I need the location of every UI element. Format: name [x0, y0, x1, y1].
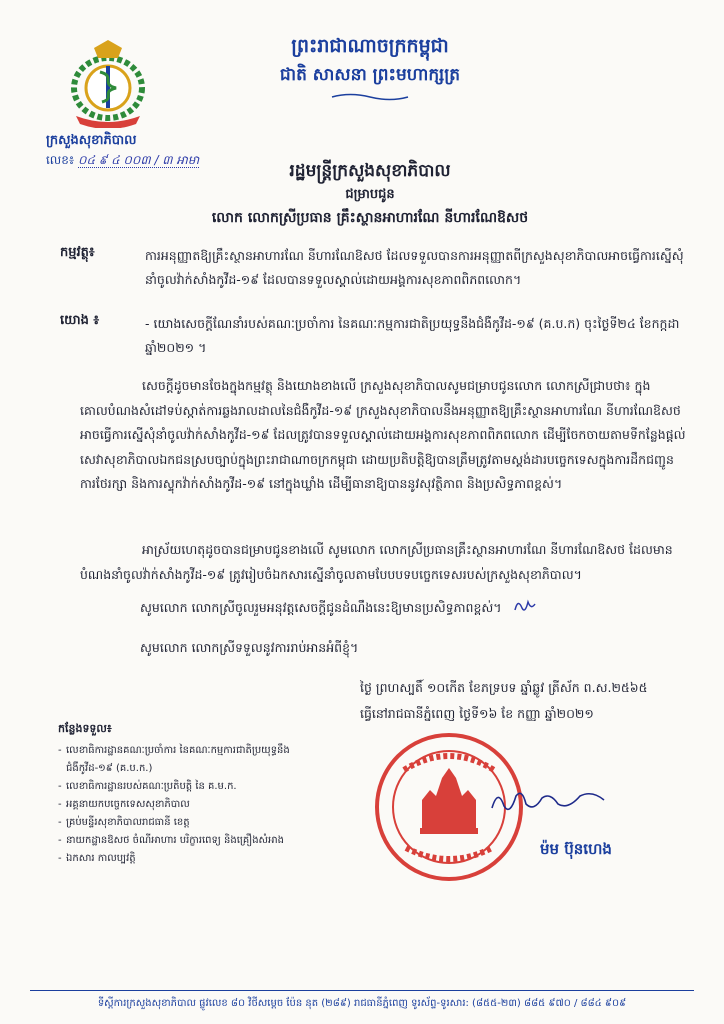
list-item: - នាយកដ្ឋានឱសថ ចំណីអាហារ បរិក្ខារពេទ្យ និងគ្រឿងសំអាង: [58, 832, 328, 850]
body-paragraph-2: អាស្រ័យហេតុដូចបានជម្រាបជូនខាងលើ សូមលោក លោកស្រីប្រធានគ្រឹះស្ថានអាហារណែ នីហារណែឱសថ ដែលមានបំណងនាំចូលវ៉ាក់សាំងកូវីដ-១៩ ត្រូវរៀបចំឯកសារស្នើនាំចូលតាមបែបបទបច្ចេកទេសរបស់ក្រសួងសុខាភិបាល។: [80, 542, 673, 582]
list-item: - លេខាធិការដ្ឋានរបស់គណៈប្រតិបត្តិ នៃ គ.ម.ក.: [58, 778, 328, 796]
signature: [488, 782, 608, 820]
closing-regards: សូមលោក លោកស្រីទទួលនូវការរាប់អានអំពីខ្ញុំ។: [140, 640, 359, 655]
footer-address: ទីស្តីការក្រសួងសុខាភិបាល ផ្លូវលេខ ៨០ វិថីសម្តេច ប៉ែន នុត (២៨៩) រាជធានីភ្នំពេញ ទូរស័ព្ទ-ទូរសារ: (៨៥៥-២៣) ៨៨៥ ៩៧០ / ៨៨៤ ៩០៩: [97, 998, 627, 1009]
recipients-heading: កន្លែងទទួល៖: [58, 722, 112, 735]
reference-number: ០៤ ៩ ៤ ០០៣ / ៣ អាមា: [77, 153, 200, 167]
reference-prefix: លេខ៖: [46, 153, 75, 167]
reference-text: - យោងសេចក្តីណែនាំរបស់គណៈប្រចាំការ នៃគណៈកម្មការជាតិប្រយុទ្ធនឹងជំងឺកូវីដ-១៩ (គ.ប.ក) ចុះថ្ងៃទី២៤ ខែកក្កដា ឆ្នាំ២០២១ ។: [145, 316, 680, 355]
signer-name: ម៉ម ប៊ុនហេង: [540, 840, 612, 858]
list-item: - គ្រប់មន្ទីរសុខាភិបាលរាជធានី ខេត្ត: [58, 814, 328, 832]
letter-title: រដ្ឋមន្ត្រីក្រសួងសុខាភិបាល: [289, 161, 451, 181]
ornament-divider-icon: [330, 92, 410, 102]
subject-label: កម្មវត្ថុ៖: [60, 245, 95, 260]
list-item: - អគ្គនាយកបច្ចេកទេសសុខាភិបាល: [58, 796, 328, 814]
addressee-intro: ជម្រាបជូន: [345, 187, 395, 202]
closing-request: សូមលោក លោកស្រីចូលរួមអនុវត្តសេចក្តីជូនដំណឹងនេះឱ្យមានប្រសិទ្ធភាពខ្ពស់។: [140, 600, 502, 615]
handwritten-initials: [512, 596, 538, 616]
subject-text: ការអនុញ្ញាតឱ្យគ្រឹះស្ថានអាហារណែ នីហារណែឱសថ ដែលទទួលបានការអនុញ្ញាតពីក្រសួងសុខាភិបាលអាចធ្វើការស្នើសុំនាំចូលវ៉ាក់សាំងកូវីដ-១៩ ដែលបានទទួលស្គាល់ដោយអង្គការសុខភាពពិភពលោក។: [145, 248, 684, 287]
recipients-list: [58, 742, 328, 868]
reference-label: យោង ៖: [60, 313, 100, 328]
ministry-name: ក្រសួងសុខាភិបាល: [46, 133, 137, 148]
date-lunar: ថ្ងៃ ព្រហស្បតិ៍ ១០កើត ខែភទ្របទ ឆ្នាំឆ្លូវ ត្រីស័ក ព.ស.២៥៦៥: [360, 680, 648, 695]
national-motto: ជាតិ សាសនា ព្រះមហាក្សត្រ: [279, 65, 461, 85]
kingdom-heading: ព្រះរាជាណាចក្រកម្ពុជា: [291, 35, 449, 57]
list-item: - លេខាធិការដ្ឋានគណៈប្រចាំការ នៃគណៈកម្មការជាតិប្រយុទ្ធនឹងជំងឺកូវីដ-១៩ (គ.ប.ក.): [58, 742, 328, 778]
footer-divider: [30, 990, 694, 991]
list-item: - ឯកសារ កាលប្បវត្តិ: [58, 850, 328, 868]
addressee: លោក លោកស្រីប្រធាន គ្រឹះស្ថានអាហារណែ នីហារណែឱសថ: [211, 210, 529, 226]
body-paragraph-1: សេចក្តីដូចមានចែងក្នុងកម្មវត្ថុ និងយោងខាងលើ ក្រសួងសុខាភិបាលសូមជម្រាបជូនលោក លោកស្រីជ្រាបថា៖ ក្នុងគោលបំណងសំដៅទប់ស្កាត់ការឆ្លងរាលដាលនៃជំងឺកូវីដ-១៩ ក្រសួងសុខាភិបាលនឹងអនុញ្ញាតឱ្យគ្រឹះស្ថានអាហារណែ នីហារណែឱសថអាចធ្វើការស្នើសុំនាំចូលវ៉ាក់សាំងកូវីដ-១៩ ដែលត្រូវបានទទួលស្គាល់ដោយអង្គការសុខភាពពិភពលោក ដើម្បីចែកចាយតាមទីកន្លែងផ្តល់សេវាសុខាភិបាលឯកជនស្របច្បាប់ក្នុងព្រះរាជាណាចក្រកម្ពុជា ដោយប្រតិបត្តិឱ្យបានត្រឹមត្រូវតាមស្តង់ដារបច្ចេកទេសក្នុងការដឹកជញ្ជូន ការថែរក្សា និងការស្ទុកវ៉ាក់សាំងកូវីដ-១៩ នៅក្នុងឃ្លាំង ដើម្បីធានាឱ្យបាននូវសុវត្ថិភាព និងប្រសិទ្ធភាពខ្ពស់។: [80, 378, 686, 491]
ministry-logo: [62, 36, 154, 128]
date-solar: ធ្វើនៅរាជធានីភ្នំពេញ ថ្ងៃទី១៦ ខែ កញ្ញា ឆ្នាំ២០២១: [360, 706, 594, 721]
